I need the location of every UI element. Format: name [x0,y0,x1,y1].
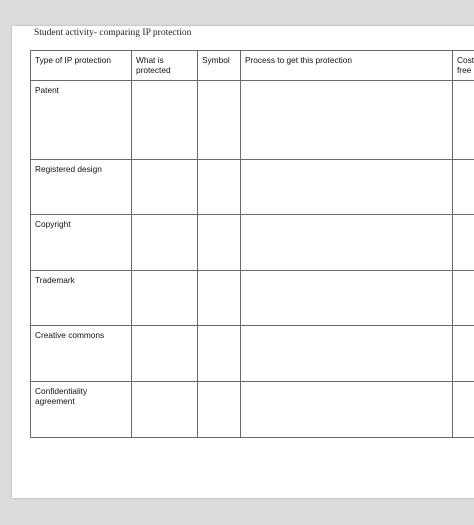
cell-what-is-protected [132,382,198,438]
row-label-trademark: Trademark [31,271,132,326]
cell-symbol [198,160,241,215]
cell-process [241,326,453,382]
cell-cost-free [453,81,474,160]
cell-symbol [198,382,241,438]
header-cost-free [453,51,474,81]
cell-symbol [198,81,241,160]
cell-what-is-protected [132,81,198,160]
cell-process [241,382,453,438]
cell-symbol [198,326,241,382]
row-label-confidentiality-agreement [31,382,132,438]
table-row [31,382,474,438]
cell-what-is-protected [132,160,198,215]
cell-what-is-protected [132,215,198,271]
cell-cost-free [453,160,474,215]
cell-process [241,160,453,215]
table-row [31,160,474,215]
cell-cost-free [453,326,474,382]
header-type-of-ip-protection: Type of IP protection [31,51,132,81]
row-label-patent: Patent [31,81,132,160]
cell-symbol [198,215,241,271]
header-what-is-protected-line-1: What is [136,55,164,65]
document-page [12,26,474,498]
header-process: Process to get this protection [241,51,453,81]
table-row [31,326,474,382]
cell-cost-free [453,271,474,326]
table-header-row [31,51,474,81]
header-what-is-protected [132,51,198,81]
cell-cost-free [453,382,474,438]
row-label-registered-design: Registered design [31,160,132,215]
cell-symbol [198,271,241,326]
table-row [31,81,474,160]
cell-what-is-protected [132,271,198,326]
ip-comparison-table [30,50,474,438]
header-cost-free-line-2: free [457,64,472,75]
document-heading: Student activity- comparing IP protection [34,28,192,38]
cell-cost-free [453,215,474,271]
header-symbol: Symbol [198,51,241,81]
cell-process [241,215,453,271]
cell-process [241,271,453,326]
row-label-confidentiality-line-2: agreement [35,395,75,406]
header-what-is-protected-line-2: protected [136,64,171,75]
cell-process [241,81,453,160]
table-row [31,271,474,326]
row-label-copyright: Copyright [31,215,132,271]
row-label-confidentiality-line-1: Confidentiality [35,386,88,396]
row-label-creative-commons: Creative commons [31,326,132,382]
cell-what-is-protected [132,326,198,382]
table-row [31,215,474,271]
header-cost-free-line-1: Cost [457,55,474,65]
